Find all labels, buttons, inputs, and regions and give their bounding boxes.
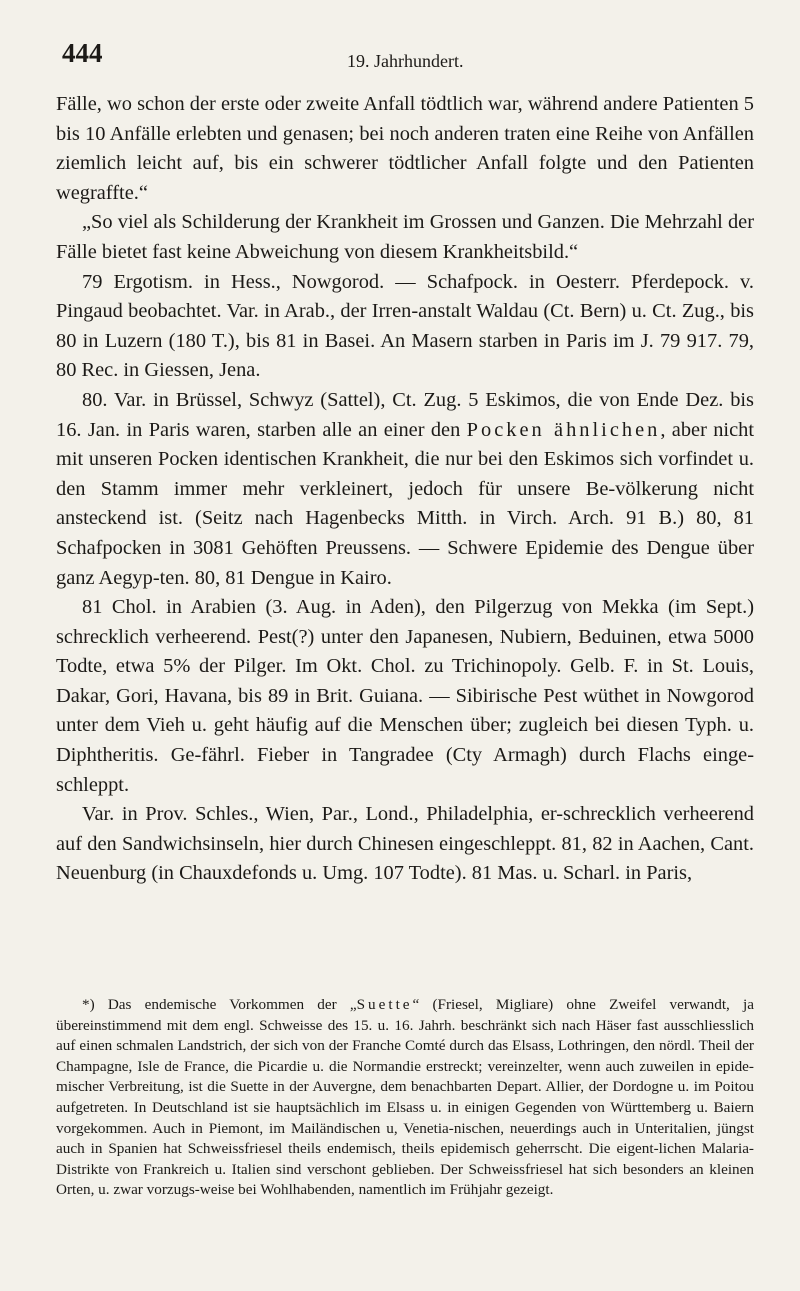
paragraph (56, 386, 754, 593)
footnote-paragraph (56, 995, 754, 1201)
text-run: *) Das endemische Vorkommen der „ (82, 996, 357, 1013)
text-run: , aber nicht mit unseren Pocken identischen Krankheit, die nur bei den Eskimos sich vorfindet u. den Stamm immer mehr verkleinert, jedoch für unsere Be-völkerung nicht ansteckend ist. (Seitz nach Hagenbecks Mitth. in Virch. Arch. 91 B.) 80, 81 Schafpocken in 3081 Gehöften Preussens. — Schwere Epidemie des Dengue über ganz Aegyp-ten. 80, 81 Dengue in Kairo. (56, 418, 755, 589)
paragraph: Fälle, wo schon der erste oder zweite Anfall tödtlich war, während andere Patienten 5 bis 10 Anfälle erlebten und genasen; bei noch anderen traten eine Reihe von Anfällen ziemlich leicht auf, bis ein schwerer tödtlicher Anfall folgte und den Patienten wegraffte.“ (56, 93, 754, 204)
text-run: “ (Friesel, Migliare) ohne Zweifel verwandt, ja übereinstimmend mit dem engl. Schweisse des 15. u. 16. Jahrh. beschränkt sich nach Häser fast ausschliesslich auf einen schmalen Landstrich, der sich von der Franche Comté durch das Elsass, Lothringen, den nördl. Theil der Champagne, Isle de France, die Picardie u. die Normandie erstreckt; vereinzelter, wenn auch zuweilen in epide-mischer Verbreitung, ist die Suette in der Auvergne, dem benachbarten Depart. Allier, der Dordogne u. im Poitou aufgetreten. In Deutschland ist sie hauptsächlich im Elsass u. in einigen Gegenden von Württemberg u. Baiern vorgekommen. Auch in Piemont, im Mailändischen u, Venetia-nischen, neuerdings auch in Unteritalien, jüngst auch in Spanien hat Schweissfriesel theils endemisch, theils epidemisch geherrscht. Die eigent-lichen Malaria-Distrikte von Frankreich u. Italien sind verschont geblieben. Der Schweissfriesel hat sich besonders an kleinen Orten, u. zwar vorzugs-weise bei Wohlhabenden, namentlich im Frühjahr gezeigt. (56, 996, 754, 1199)
paragraph: Var. in Prov. Schles., Wien, Par., Lond., Philadelphia, er-schrecklich verheerend auf den Sandwichsinseln, hier durch Chinesen eingeschleppt. 81, 82 in Aachen, Cant. Neuenburg (in Chauxdefonds u. Umg. 107 Todte). 81 Mas. u. Scharl. in Paris, (56, 803, 754, 885)
spaced-emphasis: Suette (356, 996, 413, 1013)
main-text (56, 90, 754, 889)
paragraph: 81 Chol. in Arabien (3. Aug. in Aden), den Pilgerzug von Mekka (im Sept.) schrecklich verheerend. Pest(?) unter den Japanesen, Nubiern, Beduinen, etwa 5000 Todte, etwa 5% der Pilger. Im Okt. Chol. zu Trichinopoly. Gelb. F. in St. Louis, Dakar, Gori, Havana, bis 89 in Brit. Guiana. — Sibirische Pest wüthet in Nowgorod unter dem Vieh u. geht häufig auf die Menschen über; zugleich bei diesen Typh. u. Diphtheritis. Ge-fährl. Fieber in Tangradee (Cty Armagh) durch Flachs einge-schleppt. (56, 596, 754, 796)
footnote (56, 995, 754, 1201)
page-number: 444 (62, 38, 103, 68)
paragraph: 79 Ergotism. in Hess., Nowgorod. — Schafpock. in Oesterr. Pferdepock. v. Pingaud beobachtet. Var. in Arab., der Irren-anstalt Waldau (Ct. Bern) u. Ct. Zug., bis 80 in Luzern (180 T.), bis 81 in Basei. An Masern starben in Paris im J. 79 917. 79, 80 Rec. in Giessen, Jena. (56, 270, 754, 382)
spaced-emphasis: Pocken ähnlichen (466, 418, 661, 441)
running-head: 19. Jahrhundert. (347, 51, 464, 71)
page-header (62, 38, 752, 78)
paragraph: „So viel als Schilderung der Krankheit im Grossen und Ganzen. Die Mehrzahl der Fälle bietet fast keine Abweichung von diesem Krankheitsbild.“ (56, 211, 754, 263)
text-run: 80. Var. in Brüssel, Schwyz (Sattel), Ct. Zug. 5 Eskimos, die von Ende Dez. bis 16. Jan. in Paris waren, starben alle an einer den (56, 388, 754, 441)
